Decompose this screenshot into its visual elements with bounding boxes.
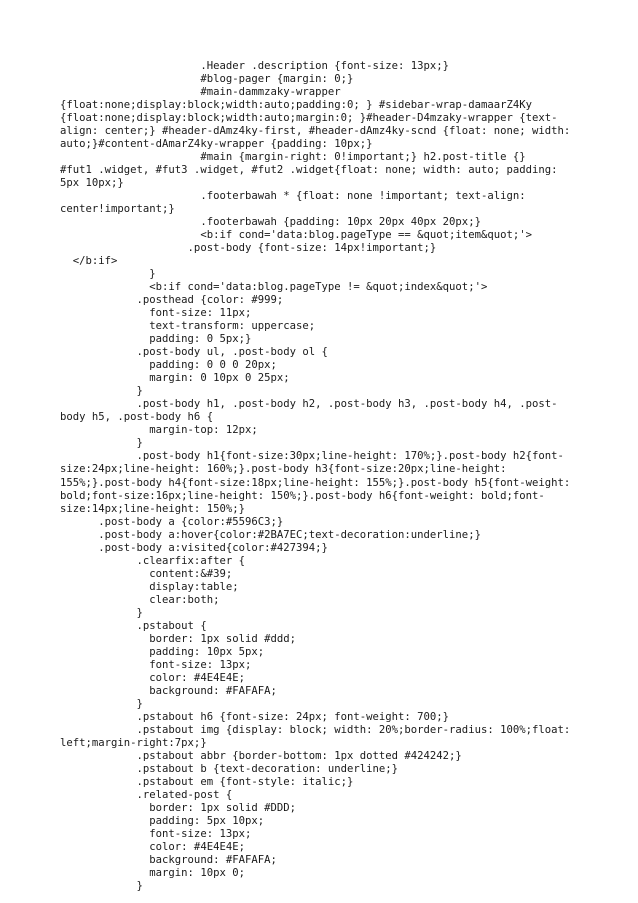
code-line: clear:both;: [60, 593, 220, 606]
code-line: color: #4E4E4E;: [60, 840, 245, 853]
code-line: text-transform: uppercase;: [60, 320, 316, 333]
code-line: align: center;} #header-dAmz4ky-first, #header-dAmz4ky-scnd {float: none; width:: [60, 125, 571, 138]
code-line: .pstabout img {display: block; width: 20%;border-radius: 100%;float:: [60, 723, 571, 736]
code-line: <b:if cond='data:blog.pageType != &quot;index&quot;'>: [60, 281, 488, 294]
code-line: .post-body a:visited{color:#427394;}: [60, 541, 328, 554]
code-line: size:14px;line-height: 150%;}: [60, 502, 245, 515]
code-line: .post-body h1{font-size:30px;line-height: 170%;}.post-body h2{font-: [60, 450, 564, 463]
code-line: .clearfix:after {: [60, 554, 245, 567]
code-line: #blog-pager {margin: 0;}: [60, 73, 354, 86]
code-line: }: [60, 385, 143, 398]
code-line: size:24px;line-height: 160%;}.post-body h3{font-size:20px;line-height:: [60, 463, 507, 476]
code-line: .post-body ul, .post-body ol {: [60, 346, 328, 359]
code-line: padding: 0 5px;}: [60, 333, 252, 346]
code-line: #fut1 .widget, #fut3 .widget, #fut2 .widget{float: none; width: auto; padding:: [60, 164, 558, 177]
code-line: left;margin-right:7px;}: [60, 736, 207, 749]
code-listing: [60, 60, 580, 893]
code-line: padding: 10px 5px;: [60, 645, 265, 658]
code-line: .related-post {: [60, 788, 233, 801]
code-line: </b:if>: [60, 255, 118, 268]
code-line: .Header .description {font-size: 13px;}: [60, 60, 450, 72]
code-line: .pstabout em {font-style: italic;}: [60, 775, 354, 788]
code-line: margin: 0 10px 0 25px;: [60, 372, 290, 385]
code-line: font-size: 13px;: [60, 658, 252, 671]
code-line: color: #4E4E4E;: [60, 671, 245, 684]
code-line: 5px 10px;}: [60, 177, 124, 190]
code-line: }: [60, 606, 143, 619]
code-line: #main-dammzaky-wrapper: [60, 86, 341, 99]
code-line: bold;font-size:16px;line-height: 150%;}.post-body h6{font-weight: bold;font-: [60, 489, 545, 502]
code-line: }: [60, 879, 143, 892]
code-line: margin: 10px 0;: [60, 866, 245, 879]
code-line: .post-body a:hover{color:#2BA7EC;text-decoration:underline;}: [60, 528, 481, 541]
code-line: .pstabout abbr {border-bottom: 1px dotted #424242;}: [60, 749, 462, 762]
code-line: font-size: 11px;: [60, 307, 252, 320]
code-line: <b:if cond='data:blog.pageType == &quot;item&quot;'>: [60, 229, 532, 242]
code-line: {float:none;display:block;width:auto;padding:0; } #sidebar-wrap-damaarZ4Ky: [60, 99, 532, 112]
code-line: }: [60, 437, 143, 450]
code-line: .post-body {font-size: 14px!important;}: [60, 242, 437, 255]
code-line: font-size: 13px;: [60, 827, 252, 840]
code-line: border: 1px solid #DDD;: [60, 801, 296, 814]
code-line: margin-top: 12px;: [60, 424, 258, 437]
code-line: .footerbawah {padding: 10px 20px 40px 20px;}: [60, 216, 481, 229]
code-line: center!important;}: [60, 203, 175, 216]
code-line: border: 1px solid #ddd;: [60, 632, 296, 645]
code-line: .pstabout {: [60, 619, 207, 632]
code-line: .post-body a {color:#5596C3;}: [60, 515, 284, 528]
code-line: background: #FAFAFA;: [60, 853, 277, 866]
code-line: {float:none;display:block;width:auto;margin:0; }#header-D4mzaky-wrapper {text-: [60, 112, 558, 125]
code-line: display:table;: [60, 580, 239, 593]
code-line: .post-body h1, .post-body h2, .post-body h3, .post-body h4, .post-: [60, 398, 558, 411]
code-line: content:&#39;: [60, 567, 233, 580]
code-line: .posthead {color: #999;: [60, 294, 284, 307]
code-line: body h5, .post-body h6 {: [60, 411, 214, 424]
code-line: #main {margin-right: 0!important;} h2.post-title {}: [60, 151, 526, 164]
code-line: auto;}#content-dAmarZ4ky-wrapper {padding: 10px;}: [60, 138, 373, 151]
code-line: padding: 0 0 0 20px;: [60, 359, 277, 372]
code-line: }: [60, 697, 143, 710]
code-line: 155%;}.post-body h4{font-size:18px;line-height: 155%;}.post-body h5{font-weight:: [60, 476, 571, 489]
code-line: .pstabout b {text-decoration: underline;}: [60, 762, 399, 775]
code-line: background: #FAFAFA;: [60, 684, 277, 697]
code-line: }: [60, 268, 156, 281]
code-line: .footerbawah * {float: none !important; text-align:: [60, 190, 526, 203]
code-line: padding: 5px 10px;: [60, 814, 265, 827]
code-line: .pstabout h6 {font-size: 24px; font-weight: 700;}: [60, 710, 450, 723]
